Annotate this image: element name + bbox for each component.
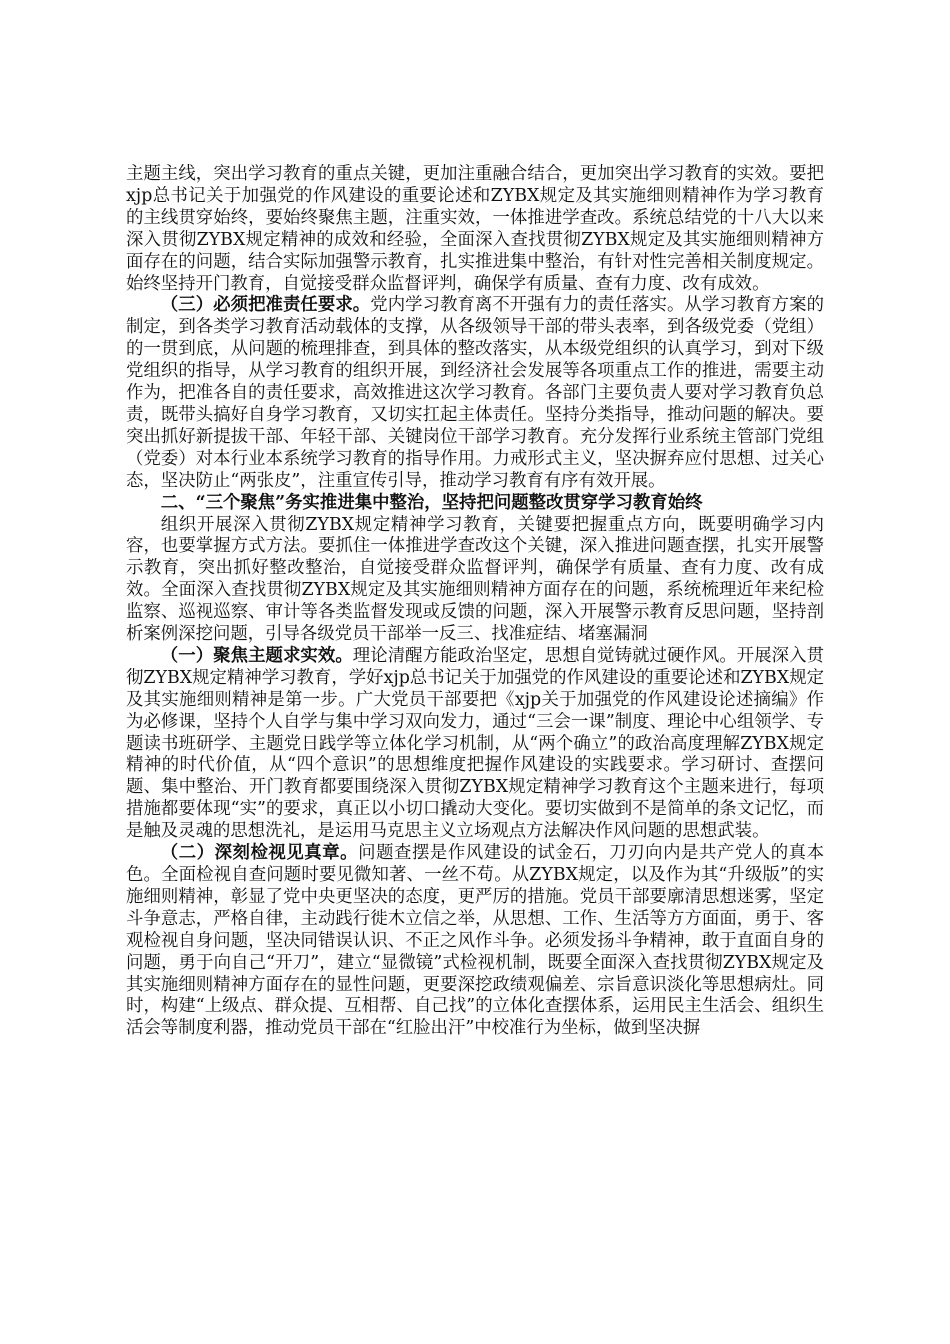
document-page (126, 164, 824, 1040)
item-one-paragraph (126, 646, 824, 843)
item-one-text: 理论清醒方能政治坚定，思想自觉铸就过硬作风。开展深入贯彻ZYBX规定精神学习教育，学好xjp总书记关于加强党的作风建设的重要论述和ZYBX规定及其实施细则精神是第一步。广大党员干部要把《xjp关于加强党的作风建设论述摘编》作为必修课，坚持个人自学与集中学习双向发力，通过“三会一课”制度、理论中心组领学、专题读书班研学、主题党日践学等立体化学习机制，从“两个确立”的政治高度理解ZYBX规定精神的时代价值，从“四个意识”的思想维度把握作风建设的实践要求。学习研讨、查摆问题、集中整治、开门教育都要围绕深入贯彻ZYBX规定精神学习教育这个主题来进行，每项措施都要体现“实”的要求，真正以小切口撬动大变化。要切实做到不是简单的条文记忆，而是触及灵魂的思想洗礼，是运用马克思主义立场观点方法解决作风问题的思想武装。 (126, 645, 824, 842)
item-two-paragraph (126, 843, 824, 1040)
body-paragraph: 主题主线，突出学习教育的重点关键，更加注重融合结合，更加突出学习教育的实效。要把xjp总书记关于加强党的作风建设的重要论述和ZYBX规定及其实施细则精神作为学习教育的主线贯穿始终，要始终聚焦主题，注重实效，一体推进学查改。系统总结党的十八大以来深入贯彻ZYBX规定精神的成效和经验，全面深入查找贯彻ZYBX规定及其实施细则精神方面存在的问题，结合实际加强警示教育，扎实推进集中整治，有针对性完善相关制度规定。始终坚持开门教育，自觉接受群众监督评判，确保学有质量、查有力度、改有成效。 (126, 164, 824, 294)
section-two-heading: 二、“三个聚焦”务实推进集中整治，坚持把问题整改贯穿学习教育始终 (160, 492, 703, 513)
section-two-paragraph: 组织开展深入贯彻ZYBX规定精神学习教育，关键要把握重点方向，既要明确学习内容，也要掌握方式方法。要抓住一体推进学查改这个关键，深入推进问题查摆，扎实开展警示教育，突出抓好整改整治，自觉接受群众监督评判，确保学有质量、查有力度、改有成效。全面深入查找贯彻ZYBX规定及其实施细则精神方面存在的问题，系统梳理近年来纪检监察、巡视巡察、审计等各类监督发现或反馈的问题，深入开展警示教育反思问题，坚持剖析案例深挖问题，引导各级党员干部举一反三、找准症结、堵塞漏洞 (126, 514, 824, 645)
item-three-paragraph (126, 295, 824, 492)
item-two-text: 问题查摆是作风建设的试金石，刀刃向内是共产党人的真本色。全面检视自查问题时要见微知著、一丝不苟。从ZYBX规定，以及作为其“升级版”的实施细则精神，彰显了党中央更坚决的态度，更严厉的措施。党员干部要廓清思想迷雾，坚定斗争意志，严格自律，主动践行徙木立信之举，从思想、工作、生活等方方面面，勇于、客观检视自身问题，坚决同错误认识、不正之风作斗争。必须发扬斗争精神，敢于直面自身的问题，勇于向自己“开刀”，建立“显微镜”式检视机制，既要全面深入查找贯彻ZYBX规定及其实施细则精神方面存在的显性问题，更要深挖政绩观偏差、宗旨意识淡化等思想病灶。同时，构建“上级点、群众提、互相帮、自己找”的立体化查摆体系，运用民主生活会、组织生活会等制度利器，推动党员干部在“红脸出汗”中校准行为坐标，做到坚决摒 (126, 843, 824, 1039)
item-three-lead: （三）必须把准责任要求。 (160, 295, 371, 316)
item-one-lead: （一）聚焦主题求实效。 (160, 645, 353, 666)
item-two-lead: （二）深刻检视见真章。 (160, 843, 359, 864)
item-three-text: 党内学习教育离不开强有力的责任落实。从学习教育方案的制定，到各类学习教育活动载体的支撑，从各级领导干部的带头表率，到各级党委（党组）的一贯到底，从问题的梳理排查，到具体的整改落实，从本级党组织的认真学习，到对下级党组织的指导，从学习教育的组织开展，到经济社会发展等各项重点工作的推进，需要主动作为，把准各自的责任要求，高效推进这次学习教育。各部门主要负责人要对学习教育负总责，既带头搞好自身学习教育，又切实扛起主体责任。坚持分类指导，推动问题的解决。要突出抓好新提拔干部、年轻干部、关键岗位干部学习教育。充分发挥行业系统主管部门党组（党委）对本行业本系统学习教育的指导作用。力戒形式主义，坚决摒弃应付思想、过关心态，坚决防止“两张皮”，注重宣传引导，推动学习教育有序有效开展。 (126, 295, 824, 491)
